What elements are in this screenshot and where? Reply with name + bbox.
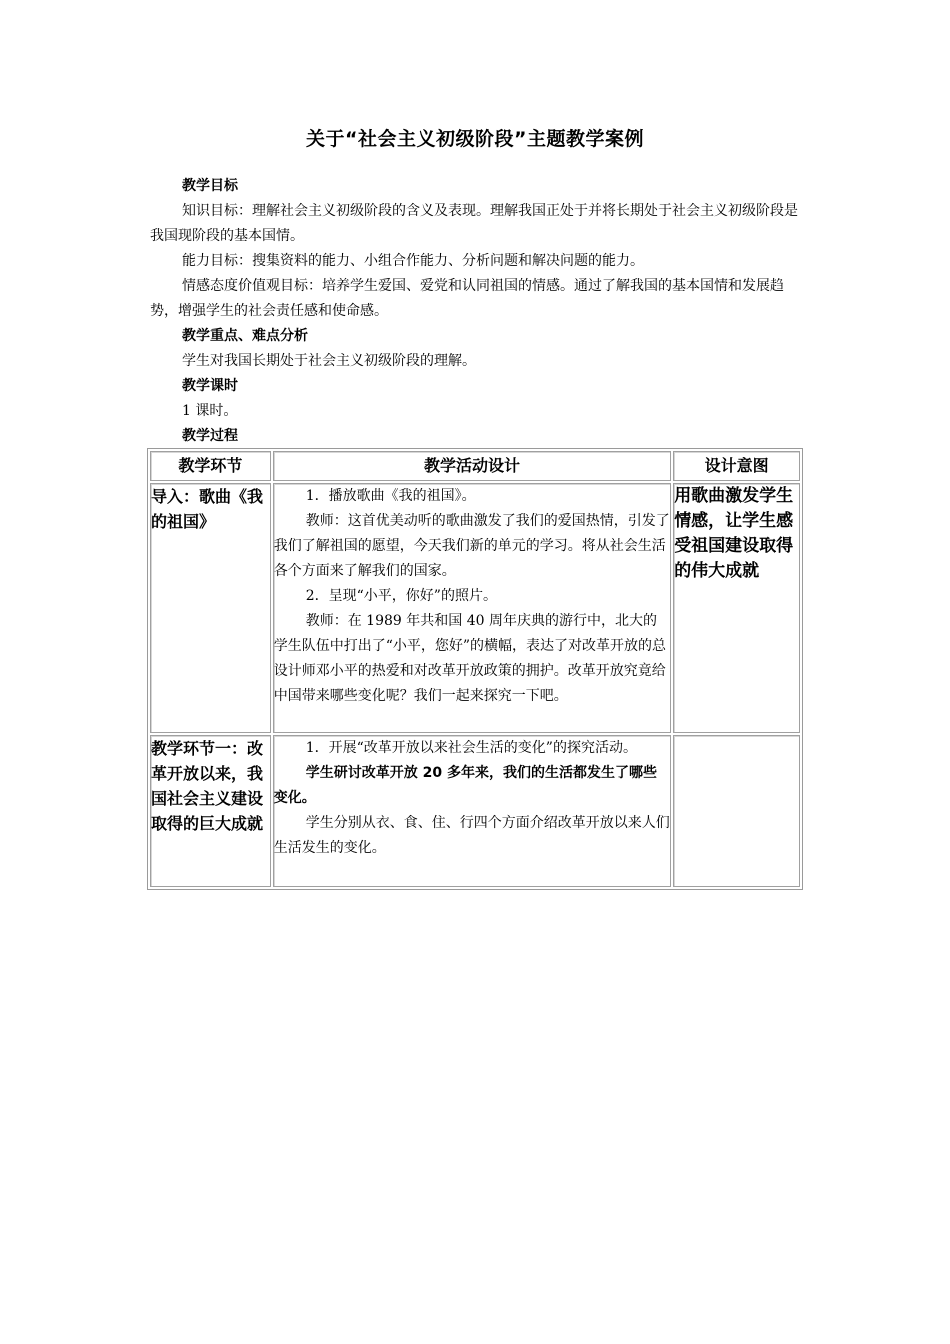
key-points-text: 学生对我国长期处于社会主义初级阶段的理解。 — [182, 353, 476, 369]
activities-cell — [273, 735, 671, 887]
table-row — [150, 483, 800, 733]
emotion-objective: 情感态度价值观目标：培养学生爱国、爱党和认同祖国的情感。通过了解我国的基本国情和发展趋势，增强学生的社会责任感和使命感。 — [150, 278, 784, 319]
objectives-heading: 教学目标 — [182, 178, 238, 194]
hours-heading: 教学课时 — [182, 378, 238, 394]
ability-objective: 能力目标：搜集资料的能力、小组合作能力、分析问题和解决问题的能力。 — [182, 253, 644, 269]
header-activities: 教学活动设计 — [273, 451, 671, 481]
document-title: 关于“社会主义初级阶段”主题教学案例 — [306, 128, 644, 150]
header-stage: 教学环节 — [150, 451, 271, 481]
document-body — [150, 174, 802, 449]
activity-paragraph: 教师：这首优美动听的歌曲激发了我们的爱国热情，引发了我们了解祖国的愿望，今天我们新的单元的学习。将从社会生活各个方面来了解我们的国家。 — [273, 513, 670, 579]
stage-cell: 教学环节一：改革开放以来，我国社会主义建设取得的巨大成就 — [150, 735, 271, 887]
stage-cell: 导入：歌曲《我的祖国》 — [150, 483, 271, 733]
key-points-heading: 教学重点、难点分析 — [182, 328, 308, 344]
intent-cell: 用歌曲激发学生情感，让学生感受祖国建设取得的伟大成就 — [673, 483, 800, 733]
intent-cell — [673, 735, 800, 887]
activity-paragraph: 1．开展“改革开放以来社会生活的变化”的探究活动。 — [305, 740, 637, 756]
activity-paragraph: 教师：在 1989 年共和国 40 周年庆典的游行中，北大的学生队伍中打出了“小平，您好”的横幅，表达了对改革开放的总设计师邓小平的热爱和对改革开放政策的拥护。改革开放究竟给中国带来哪些变化呢？我们一起来探究一下吧。 — [273, 613, 667, 704]
lesson-process-table — [147, 448, 803, 890]
header-intent: 设计意图 — [673, 451, 800, 481]
knowledge-objective: 知识目标：理解社会主义初级阶段的含义及表现。理解我国正处于并将长期处于社会主义初级阶段是我国现阶段的基本国情。 — [150, 203, 798, 244]
table-header-row — [150, 451, 800, 481]
activity-paragraph: 学生研讨改革开放 20 多年来，我们的生活都发生了哪些变化。 — [273, 765, 657, 806]
activity-paragraph: 2．呈现“小平，你好”的照片。 — [305, 588, 497, 604]
hours-text: 1 课时。 — [182, 403, 238, 419]
activity-paragraph: 学生分别从衣、食、住、行四个方面介绍改革开放以来人们生活发生的变化。 — [273, 815, 670, 856]
process-heading: 教学过程 — [182, 428, 238, 444]
activity-paragraph: 1．播放歌曲《我的祖国》。 — [305, 488, 476, 504]
table-row — [150, 735, 800, 887]
activities-cell — [273, 483, 671, 733]
